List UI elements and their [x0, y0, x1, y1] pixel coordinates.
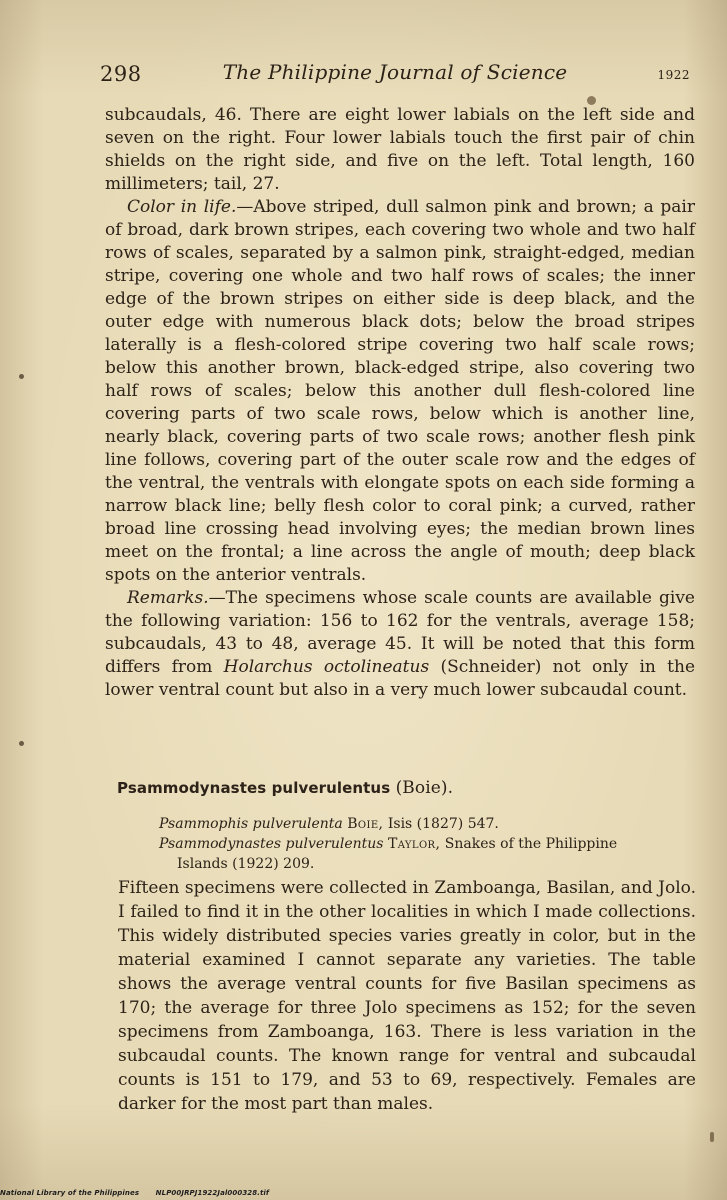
ink-stain	[587, 96, 596, 105]
synonym-citation-continued: Islands (1922) 209.	[177, 856, 315, 872]
remarks-species-name: Holarchus octolineatus	[223, 657, 430, 677]
synonym-entry	[159, 814, 695, 834]
page-number: 298	[100, 62, 142, 86]
color-in-life-text: —Above striped, dull salmon pink and brown; a pair of broad, dark brown stripes, each covering two whole and two half rows of scales, separated by a salmon pink, straight-edged, median stripe, covering one whole and two half rows of scales; the inner edge of the brown stripes on either side is deep black, and the outer edge with numerous black dots; below the broad stripes laterally is a flesh-colored stripe covering two half scale rows; below this another brown, black-edged stripe, also covering two half rows of scales; below this another dull flesh-colored line covering parts of two scale rows, below which is another line, nearly black, covering parts of two scale rows; another flesh pink line follows, covering part of the outer scale row and the edges of the ventral, the ventrals with elongate spots on each side forming a narrow black line; belly flesh color to coral pink; a curved, rather broad line crossing head involving eyes; the median brown lines meet on the frontal; a line across the angle of mouth; deep black spots on the anterior ventrals.	[105, 197, 695, 585]
article-body	[105, 104, 695, 702]
margin-speck	[19, 374, 24, 379]
edge-mark	[710, 1132, 714, 1142]
footer-library: National Library of the Philippines	[0, 1189, 140, 1197]
species-description: Fifteen specimens were collected in Zamboanga, Basilan, and Jolo. I failed to find it in the other localities in which I made collections. This widely distributed species varies greatly in color, but in the material examined I cannot separate any varieties. The table shows the average ventral counts for five Basilan specimens as 170; the average for three Jolo specimens as 152; for the seven specimens from Zamboanga, 163. There is less variation in the subcaudal counts. The known range for ventral and subcaudal counts is 151 to 179, and 53 to 69, respectively. Females are darker for the most part than males.	[118, 878, 696, 1114]
remarks-heading: Remarks.	[127, 588, 209, 608]
paragraph-subcaudals: subcaudals, 46. There are eight lower labials on the left side and seven on the right. Four lower labials touch the first pair of chin shields on the right side, and five on the left. Total length, 160 millimeters; tail, 27.	[105, 105, 695, 194]
synonym-citation: Snakes of the Philippine	[444, 836, 618, 852]
scan-footer	[0, 1189, 283, 1197]
synonym-author: Taylor,	[387, 836, 441, 852]
species-heading	[117, 778, 697, 798]
synonym-entry	[159, 834, 695, 874]
species-heading-name: Psammodynastes pulverulentus	[117, 779, 391, 797]
species-section	[117, 778, 697, 874]
paragraph-remarks	[105, 587, 695, 702]
paragraph-color-in-life	[105, 196, 695, 587]
page-header	[100, 58, 690, 92]
header-year: 1922	[657, 68, 690, 82]
running-title: The Philippine Journal of Science	[222, 60, 568, 84]
synonym-name: Psammophis pulverulenta	[159, 816, 343, 832]
synonym-author: Boie,	[347, 816, 384, 832]
remarks-text-part1: —The specimens whose scale counts are available give the following variation: 156 to 162 for the ventrals, average 158; subcaudals, 43 to 48, average 45. It will be noted that this form differs from	[105, 588, 695, 677]
synonymy-list	[159, 814, 695, 874]
synonym-citation: Isis (1827) 547.	[387, 816, 499, 832]
species-heading-author: (Boie).	[395, 778, 454, 798]
margin-speck	[19, 741, 24, 746]
synonym-name: Psammodynastes pulverulentus	[159, 836, 384, 852]
remarks-text-part2: (Schneider) not only in the lower ventral count but also in a very much lower subcaudal count.	[105, 657, 695, 700]
color-in-life-heading: Color in life.	[127, 197, 237, 217]
footer-file-id: NLP00JRPJ1922Jal000328.tif	[155, 1189, 270, 1197]
